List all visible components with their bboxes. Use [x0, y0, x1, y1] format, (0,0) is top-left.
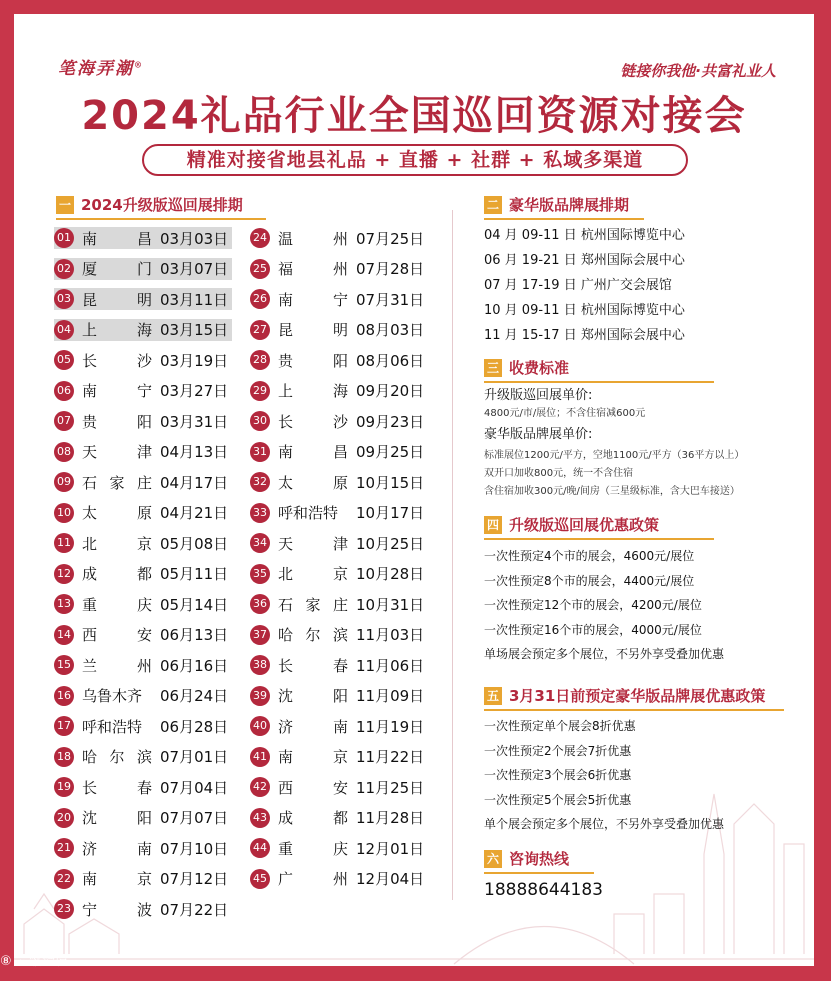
section-number: 六 [484, 850, 502, 868]
schedule-date: 03月27日 [160, 382, 229, 400]
subtitle-banner: 精准对接省地县礼品 + 直播 + 社群 + 私域多渠道 [142, 144, 688, 176]
schedule-row [250, 624, 424, 646]
schedule-date: 10月28日 [356, 565, 425, 583]
section-underline [484, 709, 784, 711]
schedule-number-badge: 38 [250, 655, 270, 675]
list-item: 07 月 17-19 日 广州广交会展馆 [484, 278, 672, 293]
schedule-date: 03月03日 [160, 229, 229, 248]
schedule-date: 07月12日 [160, 870, 229, 888]
schedule-city: 宁 波 [82, 900, 152, 919]
schedule-date: 10月25日 [356, 534, 425, 553]
schedule-row [250, 441, 424, 463]
list-item: 单个展会预定多个展位，不另外享受叠加优惠 [484, 817, 725, 831]
schedule-city: 兰 州 [82, 656, 152, 675]
schedule-row [54, 288, 232, 310]
schedule-date: 07月04日 [160, 778, 229, 797]
schedule-city: 温 州 [278, 229, 348, 248]
schedule-city: 长 春 [82, 778, 152, 797]
schedule-row [54, 715, 228, 737]
schedule-row [54, 776, 228, 798]
schedule-number-badge: 21 [54, 838, 74, 858]
column-divider [452, 210, 453, 900]
schedule-date: 07月28日 [356, 260, 425, 278]
schedule-city: 广 州 [278, 870, 348, 888]
schedule-date: 04月17日 [160, 473, 229, 492]
schedule-row [250, 502, 424, 524]
schedule-row [250, 288, 424, 310]
schedule-date: 04月21日 [160, 504, 229, 522]
schedule-row [250, 868, 424, 890]
schedule-city: 长 春 [278, 656, 348, 675]
schedule-date: 05月08日 [160, 534, 229, 553]
schedule-date: 07月07日 [160, 809, 229, 827]
schedule-number-badge: 43 [250, 808, 270, 828]
schedule-number-badge: 10 [54, 503, 74, 523]
fee-luxury-line: 双开口加收800元，统一不含住宿 [484, 468, 634, 479]
list-item: 一次性预定4个市的展会，4600元/展位 [484, 549, 695, 563]
schedule-row [250, 380, 424, 402]
schedule-date: 08月06日 [356, 351, 425, 370]
schedule-number-badge: 03 [54, 289, 74, 309]
schedule-number-badge: 08 [54, 442, 74, 462]
schedule-date: 04月13日 [160, 443, 229, 461]
schedule-number-badge: 23 [54, 899, 74, 919]
schedule-number-badge: 36 [250, 594, 270, 614]
schedule-row [54, 868, 228, 890]
section-hotline-header [484, 848, 569, 869]
list-item: 一次性预定2个展会7折优惠 [484, 743, 632, 758]
schedule-row [54, 471, 228, 493]
section-number: 一 [56, 196, 74, 214]
list-item: 04 月 09-11 日 杭州国际博览中心 [484, 228, 685, 243]
section-underline [484, 218, 644, 220]
schedule-city: 贵 阳 [278, 351, 348, 370]
schedule-row [54, 380, 228, 402]
schedule-row [54, 410, 228, 432]
schedule-city: 南 昌 [278, 443, 348, 461]
schedule-city: 长 沙 [278, 412, 348, 431]
schedule-number-badge: 22 [54, 869, 74, 889]
section-underline [484, 381, 714, 383]
schedule-number-badge: 37 [250, 625, 270, 645]
schedule-city: 厦 门 [82, 260, 152, 278]
schedule-date: 06月16日 [160, 656, 229, 675]
schedule-city: 南 宁 [82, 382, 152, 400]
schedule-number-badge: 45 [250, 869, 270, 889]
section-fees-header [484, 357, 569, 378]
schedule-city: 太 原 [278, 473, 348, 492]
list-item: 一次性预定16个市的展会，4000元/展位 [484, 622, 702, 637]
section-luxury-schedule-header [484, 194, 629, 215]
schedule-city: 石 家 庄 [82, 473, 152, 492]
fee-upgrade-label: 升级版巡回展单价: [484, 388, 593, 403]
schedule-row [250, 227, 424, 249]
schedule-city: 北 京 [82, 534, 152, 553]
schedule-number-badge: 29 [250, 381, 270, 401]
schedule-date: 11月25日 [356, 778, 425, 797]
schedule-date: 11月19日 [356, 717, 425, 736]
schedule-city: 上 海 [278, 382, 348, 400]
schedule-number-badge: 28 [250, 350, 270, 370]
schedule-date: 05月14日 [160, 595, 229, 614]
schedule-number-badge: 20 [54, 808, 74, 828]
schedule-number-badge: 09 [54, 472, 74, 492]
schedule-row [54, 654, 228, 676]
schedule-city: 重 庆 [82, 595, 152, 614]
section-title: 升级版巡回展优惠政策 [509, 516, 660, 534]
schedule-row [250, 654, 424, 676]
schedule-number-badge: 44 [250, 838, 270, 858]
section-underline [56, 218, 266, 220]
section-underline [484, 538, 714, 540]
list-item: 一次性预定3个展会6折优惠 [484, 768, 632, 782]
watermark: ⑧ 六歌跨境 [0, 954, 68, 969]
schedule-row [250, 746, 424, 768]
schedule-date: 11月03日 [356, 626, 425, 644]
list-item: 10 月 09-11 日 杭州国际博览中心 [484, 303, 685, 318]
schedule-number-badge: 39 [250, 686, 270, 706]
schedule-row [54, 898, 228, 920]
brand-logo: 笔海弄潮® [58, 59, 144, 79]
section-title: 咨询热线 [509, 850, 570, 868]
poster-card [14, 14, 814, 966]
schedule-number-badge: 04 [54, 320, 74, 340]
list-item: 一次性预定8个市的展会，4400元/展位 [484, 573, 695, 588]
section-number: 四 [484, 516, 502, 534]
schedule-row [250, 532, 424, 554]
schedule-city: 沈 阳 [278, 687, 348, 705]
schedule-date: 07月22日 [160, 900, 229, 919]
schedule-date: 07月31日 [356, 290, 425, 309]
schedule-row [250, 319, 424, 341]
schedule-row [250, 837, 424, 859]
schedule-city: 天 津 [278, 534, 348, 553]
schedule-city: 呼和浩特 [278, 504, 339, 522]
schedule-number-badge: 07 [54, 411, 74, 431]
schedule-city: 西 安 [82, 626, 152, 644]
schedule-date: 06月28日 [160, 717, 229, 736]
schedule-row [250, 410, 424, 432]
schedule-row [250, 807, 424, 829]
schedule-city: 石 家 庄 [278, 595, 348, 614]
schedule-date: 09月23日 [356, 412, 425, 431]
schedule-row [54, 807, 228, 829]
fee-luxury-label: 豪华版品牌展单价: [484, 427, 593, 442]
section-luxury-discount-header [484, 685, 765, 706]
schedule-date: 08月03日 [356, 321, 425, 339]
list-item: 一次性预定5个展会5折优惠 [484, 792, 632, 807]
schedule-number-badge: 32 [250, 472, 270, 492]
schedule-number-badge: 34 [250, 533, 270, 553]
section-underline [484, 872, 594, 874]
schedule-date: 10月31日 [356, 595, 425, 614]
schedule-date: 07月10日 [160, 839, 229, 858]
schedule-date: 07月01日 [160, 748, 229, 766]
list-item: 11 月 15-17 日 郑州国际会展中心 [484, 328, 685, 343]
schedule-city: 济 南 [278, 717, 348, 736]
section-upgrade-schedule-header [56, 194, 243, 215]
section-title: 豪华版品牌展排期 [509, 196, 630, 214]
section-number: 二 [484, 196, 502, 214]
fee-upgrade-detail: 4800元/市/展位；不含住宿减600元 [484, 408, 646, 419]
schedule-row [54, 441, 228, 463]
schedule-date: 03月19日 [160, 351, 229, 370]
schedule-date: 11月06日 [356, 656, 425, 675]
schedule-number-badge: 18 [54, 747, 74, 767]
schedule-city: 呼和浩特 [82, 717, 143, 736]
schedule-number-badge: 13 [54, 594, 74, 614]
list-item: 单场展会预定多个展位，不另外享受叠加优惠 [484, 647, 725, 661]
schedule-number-badge: 30 [250, 411, 270, 431]
schedule-city: 重 庆 [278, 839, 348, 858]
schedule-number-badge: 02 [54, 259, 74, 279]
schedule-number-badge: 19 [54, 777, 74, 797]
schedule-city: 沈 阳 [82, 809, 152, 827]
schedule-date: 09月20日 [356, 382, 425, 400]
schedule-date: 10月15日 [356, 473, 425, 492]
schedule-date: 05月11日 [160, 565, 229, 583]
section-upgrade-discount-header [484, 514, 659, 535]
section-title: 3月31日前预定豪华版品牌展优惠政策 [509, 687, 766, 705]
schedule-city: 南 京 [278, 748, 348, 766]
schedule-date: 03月31日 [160, 412, 229, 431]
schedule-date: 12月01日 [356, 839, 425, 858]
schedule-city: 北 京 [278, 565, 348, 583]
schedule-number-badge: 41 [250, 747, 270, 767]
section-title: 收费标准 [509, 359, 570, 377]
schedule-row [250, 258, 424, 280]
schedule-city: 昆 明 [82, 290, 152, 309]
schedule-row [54, 319, 232, 341]
schedule-city: 成 都 [82, 565, 152, 583]
schedule-date: 11月22日 [356, 748, 425, 766]
schedule-city: 济 南 [82, 839, 152, 858]
schedule-row [250, 715, 424, 737]
schedule-number-badge: 15 [54, 655, 74, 675]
schedule-number-badge: 16 [54, 686, 74, 706]
schedule-row [54, 502, 228, 524]
schedule-number-badge: 42 [250, 777, 270, 797]
section-number: 五 [484, 687, 502, 705]
schedule-city: 贵 阳 [82, 412, 152, 431]
schedule-row [54, 624, 228, 646]
schedule-number-badge: 31 [250, 442, 270, 462]
schedule-number-badge: 25 [250, 259, 270, 279]
schedule-city: 南 昌 [82, 229, 152, 248]
schedule-city: 哈 尔 滨 [82, 748, 152, 766]
schedule-date: 10月17日 [356, 504, 425, 522]
schedule-city: 太 原 [82, 504, 152, 522]
schedule-row [250, 563, 424, 585]
schedule-city: 长 沙 [82, 351, 152, 370]
schedule-city: 哈 尔 滨 [278, 626, 348, 644]
schedule-number-badge: 26 [250, 289, 270, 309]
schedule-city: 南 宁 [278, 290, 348, 309]
schedule-date: 03月15日 [160, 321, 229, 339]
schedule-number-badge: 05 [54, 350, 74, 370]
schedule-city: 昆 明 [278, 321, 348, 339]
schedule-date: 09月25日 [356, 443, 425, 461]
schedule-date: 11月09日 [356, 687, 425, 705]
schedule-city: 天 津 [82, 443, 152, 461]
schedule-row [250, 776, 424, 798]
schedule-number-badge: 17 [54, 716, 74, 736]
schedule-row [54, 746, 228, 768]
schedule-row [54, 258, 232, 280]
schedule-city: 上 海 [82, 321, 152, 339]
section-number: 三 [484, 359, 502, 377]
schedule-row [250, 593, 424, 615]
schedule-number-badge: 24 [250, 228, 270, 248]
slogan: 链接你我他·共富礼业人 [620, 62, 776, 80]
schedule-city: 西 安 [278, 778, 348, 797]
hotline-number[interactable]: 18888644183 [484, 880, 603, 900]
schedule-city: 乌鲁木齐 [82, 687, 143, 705]
schedule-row [54, 227, 232, 249]
fee-luxury-line: 标准展位1200元/平方，空地1100元/平方（36平方以上） [484, 450, 745, 461]
schedule-date: 06月13日 [160, 626, 229, 644]
schedule-number-badge: 35 [250, 564, 270, 584]
schedule-city: 福 州 [278, 260, 348, 278]
schedule-number-badge: 12 [54, 564, 74, 584]
schedule-row [250, 471, 424, 493]
schedule-city: 南 京 [82, 870, 152, 888]
schedule-date: 03月07日 [160, 260, 229, 278]
schedule-number-badge: 27 [250, 320, 270, 340]
list-item: 一次性预定单个展会8折优惠 [484, 719, 636, 733]
schedule-number-badge: 33 [250, 503, 270, 523]
schedule-date: 06月24日 [160, 687, 229, 705]
schedule-row [54, 685, 228, 707]
schedule-number-badge: 11 [54, 533, 74, 553]
schedule-number-badge: 40 [250, 716, 270, 736]
list-item: 一次性预定12个市的展会，4200元/展位 [484, 598, 702, 612]
schedule-row [54, 532, 228, 554]
schedule-row [250, 685, 424, 707]
schedule-number-badge: 14 [54, 625, 74, 645]
schedule-number-badge: 01 [54, 228, 74, 248]
page-title: 2024礼品行业全国巡回资源对接会 [81, 93, 747, 139]
fee-luxury-line: 含住宿加收300元/晚/间房（三星级标准，含大巴车接送） [484, 486, 740, 497]
schedule-row [54, 837, 228, 859]
schedule-date: 03月11日 [160, 290, 229, 309]
schedule-number-badge: 06 [54, 381, 74, 401]
schedule-date: 11月28日 [356, 809, 425, 827]
schedule-date: 07月25日 [356, 229, 425, 248]
list-item: 06 月 19-21 日 郑州国际会展中心 [484, 253, 685, 268]
schedule-row [54, 563, 228, 585]
schedule-row [54, 349, 228, 371]
schedule-city: 成 都 [278, 809, 348, 827]
schedule-row [250, 349, 424, 371]
schedule-date: 12月04日 [356, 870, 425, 888]
schedule-row [54, 593, 228, 615]
section-title: 2024升级版巡回展排期 [81, 196, 243, 214]
